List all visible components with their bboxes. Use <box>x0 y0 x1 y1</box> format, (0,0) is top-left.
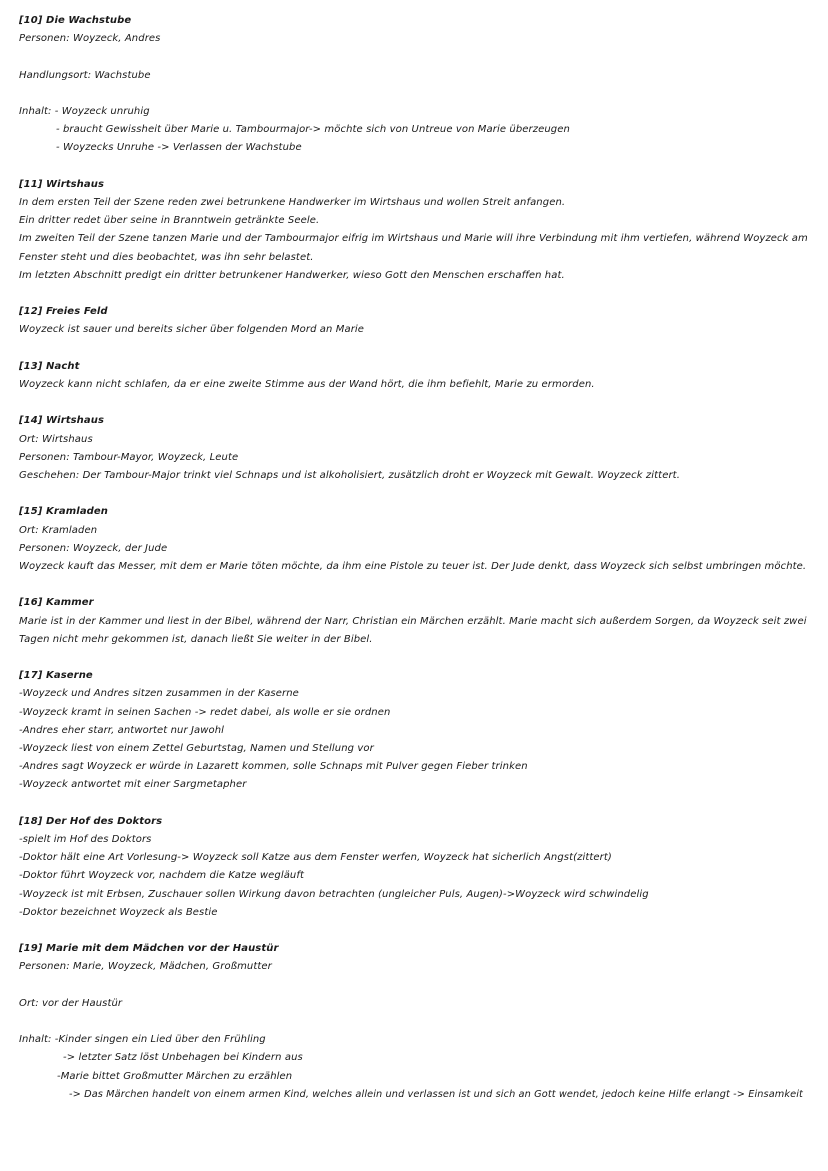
location-line: Handlungsort: Wachstube <box>19 69 151 81</box>
list-item: -Doktor hält eine Art Vorlesung-> Woyzeck soll Katze aus dem Fenster werfen, Woyzeck hat sicherlich Angst(zittert) <box>19 852 612 864</box>
text-line: Marie ist in der Kammer und liest in der Bibel, während der Narr, Christian ein Märchen erzählt. Marie macht sich außerdem Sorgen, da Woyzeck seit zwei <box>19 615 807 627</box>
list-item: -Woyzeck antwortet mit einer Sargmetapher <box>19 779 247 791</box>
persons-line: Personen: Woyzeck, der Jude <box>19 542 168 554</box>
section-11 <box>19 176 814 285</box>
section-heading: [19] Marie mit dem Mädchen vor der Haustür <box>19 943 279 955</box>
list-item: -spielt im Hof des Doktors <box>19 833 152 845</box>
section-heading: [17] Kaserne <box>19 670 93 682</box>
content-bullet: -Marie bittet Großmutter Märchen zu erzählen <box>57 1070 293 1082</box>
text-line: Fenster steht und dies beobachtet, was ihn sehr belastet. <box>19 251 314 263</box>
list-item: -Woyzeck und Andres sitzen zusammen in der Kaserne <box>19 688 299 700</box>
text-line: In dem ersten Teil der Szene reden zwei betrunkene Handwerker im Wirtshaus und wollen Streit anfangen. <box>19 196 566 208</box>
list-item: -Woyzeck liest von einem Zettel Geburtstag, Namen und Stellung vor <box>19 742 374 754</box>
content-bullet: - Woyzecks Unruhe -> Verlassen der Wachstube <box>56 142 302 154</box>
text-line: Ein dritter redet über seine in Branntwein getränkte Seele. <box>19 215 320 227</box>
section-heading: [15] Kramladen <box>19 506 109 518</box>
content-line: Inhalt: - Woyzeck unruhig <box>19 105 150 117</box>
section-15 <box>19 503 814 576</box>
text-line: Woyzeck kauft das Messer, mit dem er Marie töten möchte, da ihm eine Pistole zu teuer ist. Der Jude denkt, dass Woyzeck sich selbst umbringen möchte. <box>19 560 807 572</box>
section-16 <box>19 594 814 649</box>
text-line: Woyzeck kann nicht schlafen, da er eine zweite Stimme aus der Wand hört, die ihm befiehlt, Marie zu ermorden. <box>19 378 595 390</box>
section-13 <box>19 358 814 394</box>
list-item: -Woyzeck kramt in seinen Sachen -> redet dabei, als wolle er sie ordnen <box>19 706 391 718</box>
list-item: -Andres sagt Woyzeck er würde in Lazarett kommen, solle Schnaps mit Pulver gegen Fieber trinken <box>19 761 528 773</box>
section-heading: [10] Die Wachstube <box>19 15 132 26</box>
text-line: Im zweiten Teil der Szene tanzen Marie und der Tambourmajor eifrig im Wirtshaus und Marie will ihre Verbindung mit ihm vertiefen, während Woyzeck am <box>19 233 808 245</box>
section-heading: [18] Der Hof des Doktors <box>19 815 163 827</box>
text-line: Woyzeck ist sauer und bereits sicher über folgenden Mord an Marie <box>19 324 365 336</box>
section-12 <box>19 303 814 339</box>
persons-line: Personen: Woyzeck, Andres <box>19 33 161 45</box>
location-line: Ort: Kramladen <box>19 524 98 536</box>
list-item: -Doktor bezeichnet Woyzeck als Bestie <box>19 906 218 918</box>
persons-line: Personen: Marie, Woyzeck, Mädchen, Großmutter <box>19 961 272 973</box>
list-item: -Woyzeck ist mit Erbsen, Zuschauer sollen Wirkung davon betrachten (ungleicher Puls, Augen)->Woyzeck wird schwindelig <box>19 888 649 900</box>
content-bullet: - braucht Gewissheit über Marie u. Tambourmajor-> möchte sich von Untreue von Marie überzeugen <box>56 124 570 136</box>
location-line: Ort: vor der Haustür <box>19 997 123 1009</box>
list-item: -Andres eher starr, antwortet nur Jawohl <box>19 724 225 736</box>
text-line: Tagen nicht mehr gekommen ist, danach ließt Sie weiter in der Bibel. <box>19 633 373 645</box>
section-14 <box>19 412 814 485</box>
text-line: Im letzten Abschnitt predigt ein dritter betrunkener Handwerker, wieso Gott den Menschen erschaffen hat. <box>19 269 565 281</box>
section-17 <box>19 667 814 794</box>
location-line: Ort: Wirtshaus <box>19 433 93 445</box>
content-line: Inhalt: -Kinder singen ein Lied über den Frühling <box>19 1034 266 1046</box>
section-18 <box>19 813 814 922</box>
section-heading: [12] Freies Feld <box>19 306 108 318</box>
list-item: -Doktor führt Woyzeck vor, nachdem die Katze wegläuft <box>19 870 305 882</box>
persons-line: Personen: Tambour-Mayor, Woyzeck, Leute <box>19 451 239 463</box>
section-heading: [11] Wirtshaus <box>19 178 104 190</box>
section-heading: [13] Nacht <box>19 360 80 372</box>
content-bullet: -> Das Märchen handelt von einem armen Kind, welches allein und verlassen ist und sich an Gott wendet, jedoch keine Hilfe erlangt -> Einsamkeit <box>69 1088 803 1100</box>
section-heading: [16] Kammer <box>19 597 94 609</box>
section-10 <box>19 12 814 158</box>
content-bullet: -> letzter Satz löst Unbehagen bei Kindern aus <box>63 1052 303 1064</box>
section-heading: [14] Wirtshaus <box>19 415 104 427</box>
section-19 <box>19 940 814 1104</box>
document-page <box>19 12 814 1104</box>
text-line: Geschehen: Der Tambour-Major trinkt viel Schnaps und ist alkoholisiert, zusätzlich droht er Woyzeck mit Gewalt. Woyzeck zittert. <box>19 469 680 481</box>
